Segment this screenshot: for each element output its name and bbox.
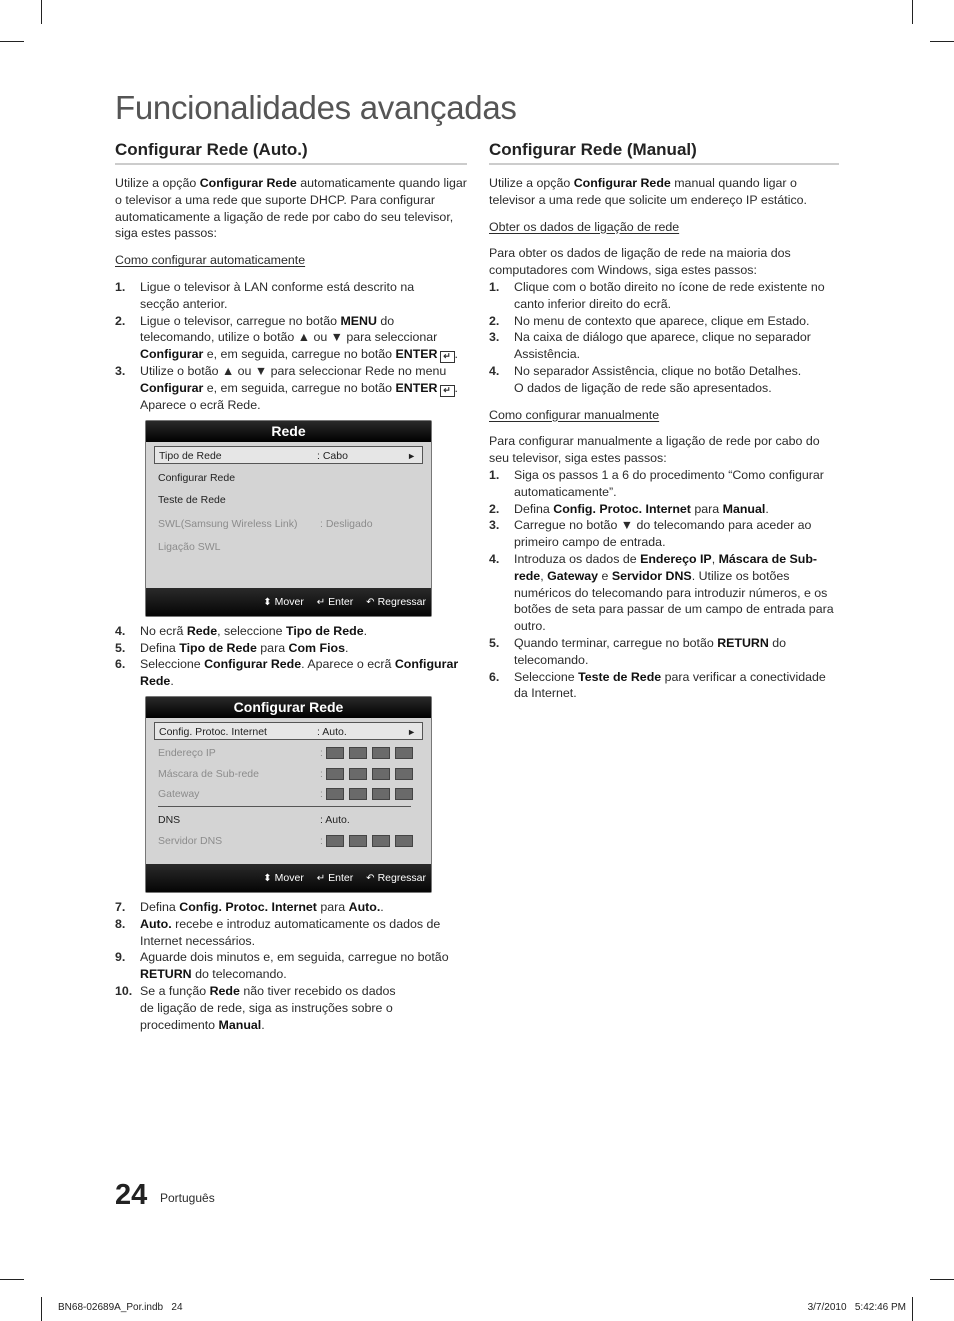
address-octet-field[interactable] <box>395 747 413 759</box>
section-heading-manual: Configurar Rede (Manual) <box>489 138 839 165</box>
menu-divider <box>158 806 411 807</box>
menu-item-label: Máscara de Sub-rede <box>158 767 259 780</box>
menu-item-value: : <box>320 834 323 847</box>
step-number: 5. <box>115 640 126 655</box>
step-text: Ligue o televisor à LAN conforme está descrito na secção anterior. <box>140 279 415 311</box>
menu-item-value: : <box>320 746 323 759</box>
step-text: Utilize o botão ▲ ou ▼ para seleccionar Rede no menu Configurar e, em seguida, carregue no botão ENTER ↵ . Aparece o ecrã Rede. <box>140 364 458 412</box>
address-octet-field[interactable] <box>326 768 344 780</box>
updown-arrow-icon: ⬍ <box>263 596 272 608</box>
menu-item[interactable] <box>158 538 423 556</box>
address-octet-field[interactable] <box>372 768 390 780</box>
address-octet-field[interactable] <box>349 747 367 759</box>
step-number: 2. <box>115 313 126 328</box>
address-octet-field[interactable] <box>395 788 413 800</box>
step-number: 2. <box>489 501 500 516</box>
return-hint: ↶ Regressar <box>366 595 426 608</box>
menu-item[interactable] <box>154 722 423 740</box>
right-arrow-icon: ► <box>407 726 416 737</box>
address-octet-field[interactable] <box>326 747 344 759</box>
step-item <box>115 623 467 640</box>
step-number: 8. <box>115 916 126 931</box>
menu-item[interactable] <box>154 446 423 464</box>
crop-mark <box>41 1297 42 1321</box>
print-file-info: BN68-02689A_Por.indb 24 <box>58 1302 183 1313</box>
menu-item[interactable] <box>158 744 423 762</box>
address-octet-field[interactable] <box>372 747 390 759</box>
step-item <box>489 467 839 501</box>
step-text: Quando terminar, carregue no botão RETURN do telecomando. <box>514 635 787 667</box>
menu-item[interactable] <box>158 765 423 783</box>
crop-mark <box>0 41 24 42</box>
move-hint: ⬍ Mover <box>263 595 304 608</box>
step-text: No menu de contexto que aparece, clique em Estado. <box>514 313 810 328</box>
menu-item[interactable] <box>158 515 423 533</box>
menu-title: Rede <box>146 421 431 442</box>
step-item <box>115 279 467 313</box>
address-octet-field[interactable] <box>326 788 344 800</box>
menu-item-label: Endereço IP <box>158 746 216 759</box>
step-number: 4. <box>115 623 126 638</box>
step-item <box>489 313 839 330</box>
crop-mark <box>912 0 913 24</box>
step-item <box>489 517 839 551</box>
menu-item-label: Ligação SWL <box>158 540 221 553</box>
manual-steps-intro: Para configurar manualmente a ligação de rede por cabo do seu televisor, siga estes passos: <box>489 434 820 466</box>
step-number: 6. <box>115 657 126 672</box>
step-text: Siga os passos 1 a 6 do procedimento “Como configurar automaticamente”. <box>514 467 824 499</box>
subheading-auto: Como configurar automaticamente <box>115 253 306 268</box>
address-field-group <box>326 747 418 765</box>
step-item <box>489 363 839 397</box>
step-item <box>489 669 839 703</box>
address-field-group <box>326 835 418 853</box>
step-text: Defina Config. Protoc. Internet para Manual. <box>514 501 769 516</box>
menu-item[interactable] <box>158 469 423 487</box>
steps-list-manual <box>489 467 839 702</box>
crop-mark <box>930 41 954 42</box>
step-number: 6. <box>489 669 500 684</box>
step-item <box>489 329 839 363</box>
menu-item-value: : Auto. <box>320 813 350 826</box>
crop-mark <box>912 1297 913 1321</box>
step-number: 1. <box>115 279 126 294</box>
menu-item-value: : Cabo <box>317 449 348 462</box>
steps-list-a <box>115 279 467 414</box>
address-octet-field[interactable] <box>372 788 390 800</box>
step-number: 1. <box>489 279 500 294</box>
steps-list-b <box>115 623 467 690</box>
menu-item-value: : Auto. <box>317 725 347 738</box>
step-number: 9. <box>115 950 126 965</box>
auto-intro: Utilize a opção Configurar Rede automaticamente quando ligar o televisor a uma rede que suporte DHCP. Para configurar automaticamente a ligação de rede por cabo do seu televisor, siga estes passos: <box>115 176 467 241</box>
step-item <box>115 916 467 950</box>
step-text: Seleccione Teste de Rede para verificar a conectividade da Internet. <box>514 669 826 701</box>
step-item <box>115 983 467 1033</box>
move-hint: ⬍ Mover <box>263 871 304 884</box>
menu-item-value: : <box>320 787 323 800</box>
menu-item-label: Teste de Rede <box>158 493 226 506</box>
address-octet-field[interactable] <box>349 768 367 780</box>
step-text: No separador Assistência, clique no botão Detalhes. O dados de ligação de rede são apresentados. <box>514 363 802 395</box>
menu-item-label: Config. Protoc. Internet <box>159 725 267 738</box>
step-text: Ligue o televisor, carregue no botão MENU do telecomando, utilize o botão ▲ ou ▼ para seleccionar Configurar e, em seguida, carregue no botão ENTER ↵ . <box>140 313 458 362</box>
step-item <box>489 501 839 518</box>
step-number: 3. <box>115 364 126 379</box>
step-text: Seleccione Configurar Rede. Aparece o ecrã Configurar Rede. <box>140 657 459 689</box>
step-text: Defina Config. Protoc. Internet para Auto.. <box>140 899 384 914</box>
step-text: Clique com o botão direito no ícone de rede existente no canto inferior direito do ecrã. <box>514 279 825 311</box>
step-text: Defina Tipo de Rede para Com Fios. <box>140 640 349 655</box>
address-field-group <box>326 768 418 786</box>
menu-item-label: Tipo de Rede <box>159 449 222 462</box>
menu-item-label: Gateway <box>158 787 200 800</box>
address-octet-field[interactable] <box>395 835 413 847</box>
step-item <box>115 949 467 983</box>
step-item <box>115 640 467 657</box>
left-column <box>115 138 467 1033</box>
subheading-manual: Como configurar manualmente <box>489 407 660 422</box>
enter-icon: ↵ <box>316 872 326 884</box>
step-text: Auto. recebe e introduz automaticamente os dados de Internet necessários. <box>140 916 441 948</box>
section-heading-auto: Configurar Rede (Auto.) <box>115 138 467 165</box>
step-item <box>489 635 839 669</box>
address-field-group <box>326 788 418 806</box>
print-datetime: 3/7/2010 5:42:46 PM <box>807 1302 906 1313</box>
return-icon: ↶ <box>366 596 375 608</box>
step-text: Aguarde dois minutos e, em seguida, carregue no botão RETURN do telecomando. <box>140 950 449 982</box>
menu-item[interactable] <box>158 811 423 829</box>
step-number: 10. <box>115 983 133 998</box>
step-number: 7. <box>115 899 126 914</box>
step-number: 2. <box>489 313 500 328</box>
step-text: No ecrã Rede, seleccione Tipo de Rede. <box>140 623 368 638</box>
step-number: 4. <box>489 363 500 378</box>
step-number: 3. <box>489 518 500 533</box>
step-text: Introduza os dados de Endereço IP, Máscara de Sub-rede, Gateway e Servidor DNS. Utilize os botões numéricos do telecomando para introduzir números, e os botões de seta para passar de um campo de entrada para outro. <box>514 551 834 634</box>
step-number: 4. <box>489 551 500 566</box>
crop-mark <box>930 1279 954 1280</box>
menu-footer <box>146 588 431 616</box>
enter-hint: ↵ Enter <box>316 871 354 884</box>
menu-item-label: DNS <box>158 813 181 826</box>
page-number: 24 <box>115 1179 148 1211</box>
address-octet-field[interactable] <box>395 768 413 780</box>
menu-item-value: : Desligado <box>320 517 373 530</box>
step-item <box>115 656 467 690</box>
language-label: Português <box>160 1191 215 1205</box>
step-text: Carregue no botão ▼ do telecomando para aceder ao primeiro campo de entrada. <box>514 518 812 550</box>
tv-menu-configurar-rede <box>145 696 432 893</box>
menu-item-value: : <box>320 767 323 780</box>
return-hint: ↶ Regressar <box>366 871 426 884</box>
menu-item-label: Configurar Rede <box>158 471 236 484</box>
step-item <box>489 551 839 635</box>
subheading-obter-dados: Obter os dados de ligação de rede <box>489 219 680 234</box>
step-text: Na caixa de diálogo que aparece, clique no separador Assistência. <box>514 330 811 362</box>
address-octet-field[interactable] <box>372 835 390 847</box>
crop-mark <box>0 1279 24 1280</box>
page-title: Funcionalidades avançadas <box>115 89 517 126</box>
steps-list-c <box>115 899 467 1033</box>
address-octet-field[interactable] <box>326 835 344 847</box>
step-item <box>115 363 467 414</box>
enter-hint: ↵ Enter <box>316 595 354 608</box>
address-octet-field[interactable] <box>349 835 367 847</box>
obter-dados-intro: Para obter os dados de ligação de rede na maioria dos computadores com Windows, siga estes passos: <box>489 246 791 278</box>
menu-item-label: Servidor DNS <box>158 834 223 847</box>
menu-footer <box>146 864 431 892</box>
crop-mark <box>41 0 42 24</box>
menu-item-label: SWL(Samsung Wireless Link) <box>158 517 298 530</box>
right-column <box>489 138 839 702</box>
step-item <box>115 313 467 364</box>
step-number: 1. <box>489 467 500 482</box>
manual-intro: Utilize a opção Configurar Rede manual quando ligar o televisor a uma rede que solicite um endereço IP estático. <box>489 176 807 207</box>
step-number: 5. <box>489 635 500 650</box>
step-text: Se a função Rede não tiver recebido os dados de ligação de rede, siga as instruções sobre o procedimento Manual. <box>140 983 396 1032</box>
tv-menu-rede <box>145 420 432 617</box>
step-number: 3. <box>489 330 500 345</box>
menu-title: Configurar Rede <box>146 697 431 718</box>
step-item <box>115 899 467 916</box>
enter-icon: ↵ <box>316 596 326 608</box>
menu-item[interactable] <box>158 491 423 509</box>
step-item <box>489 279 839 313</box>
menu-item[interactable] <box>158 832 423 850</box>
right-arrow-icon: ► <box>407 450 416 461</box>
address-octet-field[interactable] <box>349 788 367 800</box>
return-icon: ↶ <box>366 872 375 884</box>
updown-arrow-icon: ⬍ <box>263 872 272 884</box>
menu-item[interactable] <box>158 785 423 803</box>
steps-list-obter <box>489 279 839 397</box>
